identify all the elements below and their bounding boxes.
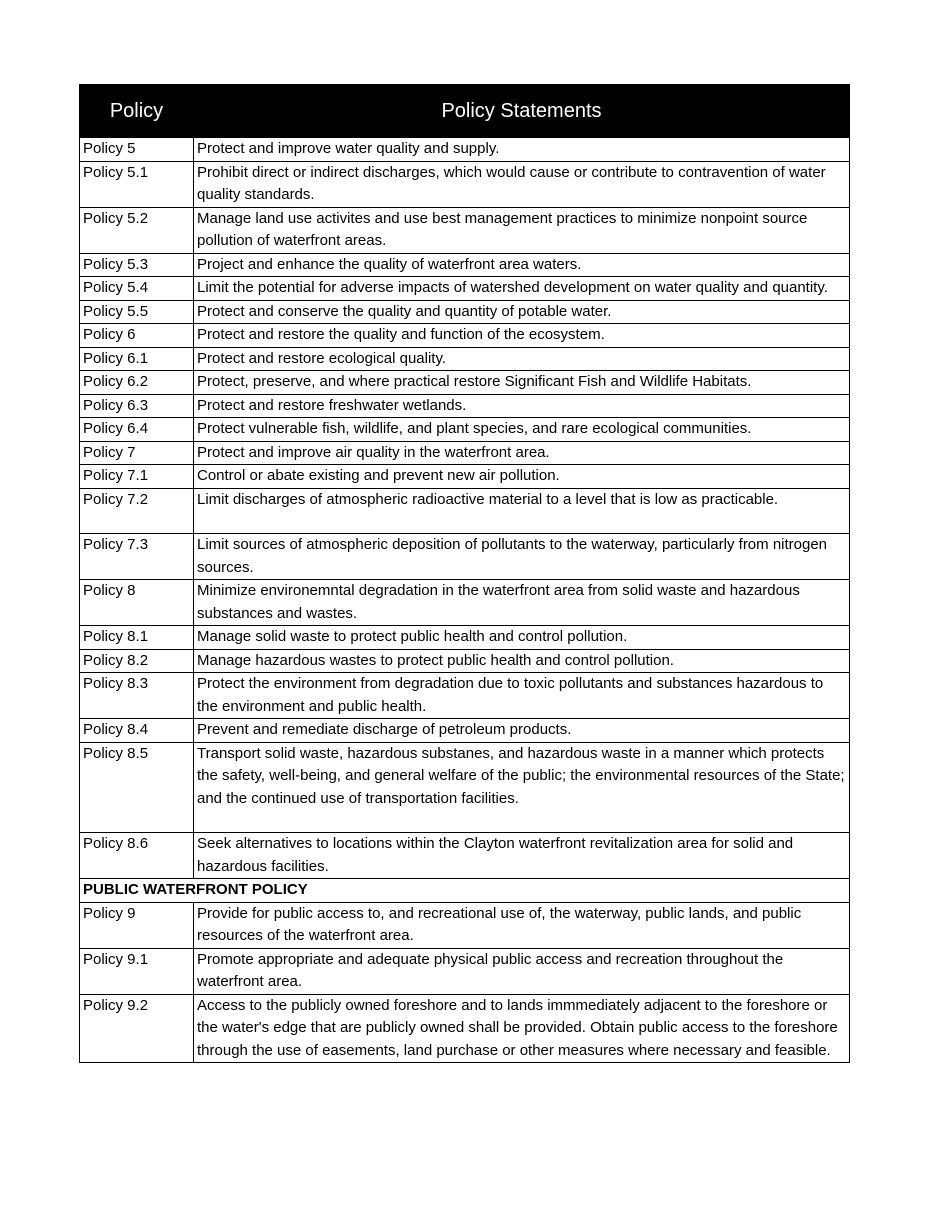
table-row [80, 465, 850, 489]
policy-statement-cell: Protect and improve water quality and supply. [194, 138, 850, 162]
policy-id-cell: Policy 9.1 [80, 948, 194, 994]
table-header [80, 85, 850, 138]
table-row [80, 833, 850, 879]
policy-statement-cell: Protect vulnerable fish, wildlife, and plant species, and rare ecological communities. [194, 418, 850, 442]
policy-column-header: Policy [80, 85, 194, 138]
policy-statement-cell: Control or abate existing and prevent new air pollution. [194, 465, 850, 489]
policy-id-cell: Policy 8.3 [80, 673, 194, 719]
policy-id-cell: Policy 9 [80, 902, 194, 948]
table-row [80, 253, 850, 277]
policy-id-cell: Policy 5.3 [80, 253, 194, 277]
policy-statements-column-header: Policy Statements [194, 85, 850, 138]
policy-statement-cell: Limit the potential for adverse impacts of watershed development on water quality and quantity. [194, 277, 850, 301]
section-heading: PUBLIC WATERFRONT POLICY [80, 879, 850, 903]
policy-id-cell: Policy 7.2 [80, 488, 194, 534]
section-row [80, 879, 850, 903]
policy-id-cell: Policy 5.1 [80, 161, 194, 207]
table-row [80, 347, 850, 371]
policy-id-cell: Policy 7.1 [80, 465, 194, 489]
header-row [80, 85, 850, 138]
policy-statement-cell: Promote appropriate and adequate physical public access and recreation throughout the waterfront area. [194, 948, 850, 994]
policy-id-cell: Policy 8 [80, 580, 194, 626]
policy-statement-cell: Protect and conserve the quality and quantity of potable water. [194, 300, 850, 324]
policy-statement-cell: Limit discharges of atmospheric radioactive material to a level that is low as practicable. [194, 488, 850, 534]
table-row [80, 902, 850, 948]
policy-id-cell: Policy 5 [80, 138, 194, 162]
policy-statement-cell: Protect and restore the quality and function of the ecosystem. [194, 324, 850, 348]
policy-id-cell: Policy 6 [80, 324, 194, 348]
table-row [80, 394, 850, 418]
table-row [80, 418, 850, 442]
policy-id-cell: Policy 5.4 [80, 277, 194, 301]
table-row [80, 948, 850, 994]
policy-statement-cell: Manage land use activites and use best management practices to minimize nonpoint source pollution of waterfront areas. [194, 207, 850, 253]
policy-id-cell: Policy 7 [80, 441, 194, 465]
table-row [80, 742, 850, 833]
policy-id-cell: Policy 6.1 [80, 347, 194, 371]
policy-statement-cell: Limit sources of atmospheric deposition of pollutants to the waterway, particularly from nitrogen sources. [194, 534, 850, 580]
policy-id-cell: Policy 5.5 [80, 300, 194, 324]
policy-id-cell: Policy 8.4 [80, 719, 194, 743]
policy-statement-cell: Manage solid waste to protect public health and control pollution. [194, 626, 850, 650]
table-row [80, 324, 850, 348]
policy-statement-cell: Protect and restore freshwater wetlands. [194, 394, 850, 418]
table-row [80, 626, 850, 650]
policy-id-cell: Policy 6.4 [80, 418, 194, 442]
policy-id-cell: Policy 6.2 [80, 371, 194, 395]
table-row [80, 371, 850, 395]
policy-statement-cell: Protect the environment from degradation due to toxic pollutants and substances hazardous to the environment and public health. [194, 673, 850, 719]
policy-statement-cell: Protect, preserve, and where practical restore Significant Fish and Wildlife Habitats. [194, 371, 850, 395]
table-row [80, 441, 850, 465]
table-row [80, 300, 850, 324]
table-row [80, 994, 850, 1063]
table-row [80, 719, 850, 743]
policy-statement-cell: Manage hazardous wastes to protect public health and control pollution. [194, 649, 850, 673]
policy-id-cell: Policy 8.5 [80, 742, 194, 833]
policy-statement-cell: Project and enhance the quality of waterfront area waters. [194, 253, 850, 277]
policy-statement-cell: Minimize environemntal degradation in the waterfront area from solid waste and hazardous substances and wastes. [194, 580, 850, 626]
policy-statement-cell: Prevent and remediate discharge of petroleum products. [194, 719, 850, 743]
policy-id-cell: Policy 8.2 [80, 649, 194, 673]
table-row [80, 534, 850, 580]
table-row [80, 207, 850, 253]
table-row [80, 673, 850, 719]
policy-id-cell: Policy 9.2 [80, 994, 194, 1063]
table-row [80, 488, 850, 534]
policy-statement-cell: Protect and improve air quality in the waterfront area. [194, 441, 850, 465]
policy-statement-cell: Access to the publicly owned foreshore and to lands immmediately adjacent to the foreshore or the water's edge that are publicly owned shall be provided. Obtain public access to the foreshore through the use of easements, land purchase or other measures where necessary and feasible. [194, 994, 850, 1063]
policy-table [79, 84, 850, 1063]
table-row [80, 580, 850, 626]
policy-statement-cell: Transport solid waste, hazardous substanes, and hazardous waste in a manner which protects the safety, well-being, and general welfare of the public; the environmental resources of the State; and the continued use of transportation facilities. [194, 742, 850, 833]
table-row [80, 649, 850, 673]
policy-statement-cell: Prohibit direct or indirect discharges, which would cause or contribute to contravention of water quality standards. [194, 161, 850, 207]
table-row [80, 138, 850, 162]
table-row [80, 161, 850, 207]
table-row [80, 277, 850, 301]
policy-id-cell: Policy 7.3 [80, 534, 194, 580]
policy-statement-cell: Protect and restore ecological quality. [194, 347, 850, 371]
policy-id-cell: Policy 8.1 [80, 626, 194, 650]
policy-statement-cell: Seek alternatives to locations within the Clayton waterfront revitalization area for solid and hazardous facilities. [194, 833, 850, 879]
table-body [80, 138, 850, 1063]
policy-id-cell: Policy 6.3 [80, 394, 194, 418]
policy-statement-cell: Provide for public access to, and recreational use of, the waterway, public lands, and public resources of the waterfront area. [194, 902, 850, 948]
policy-id-cell: Policy 8.6 [80, 833, 194, 879]
policy-id-cell: Policy 5.2 [80, 207, 194, 253]
